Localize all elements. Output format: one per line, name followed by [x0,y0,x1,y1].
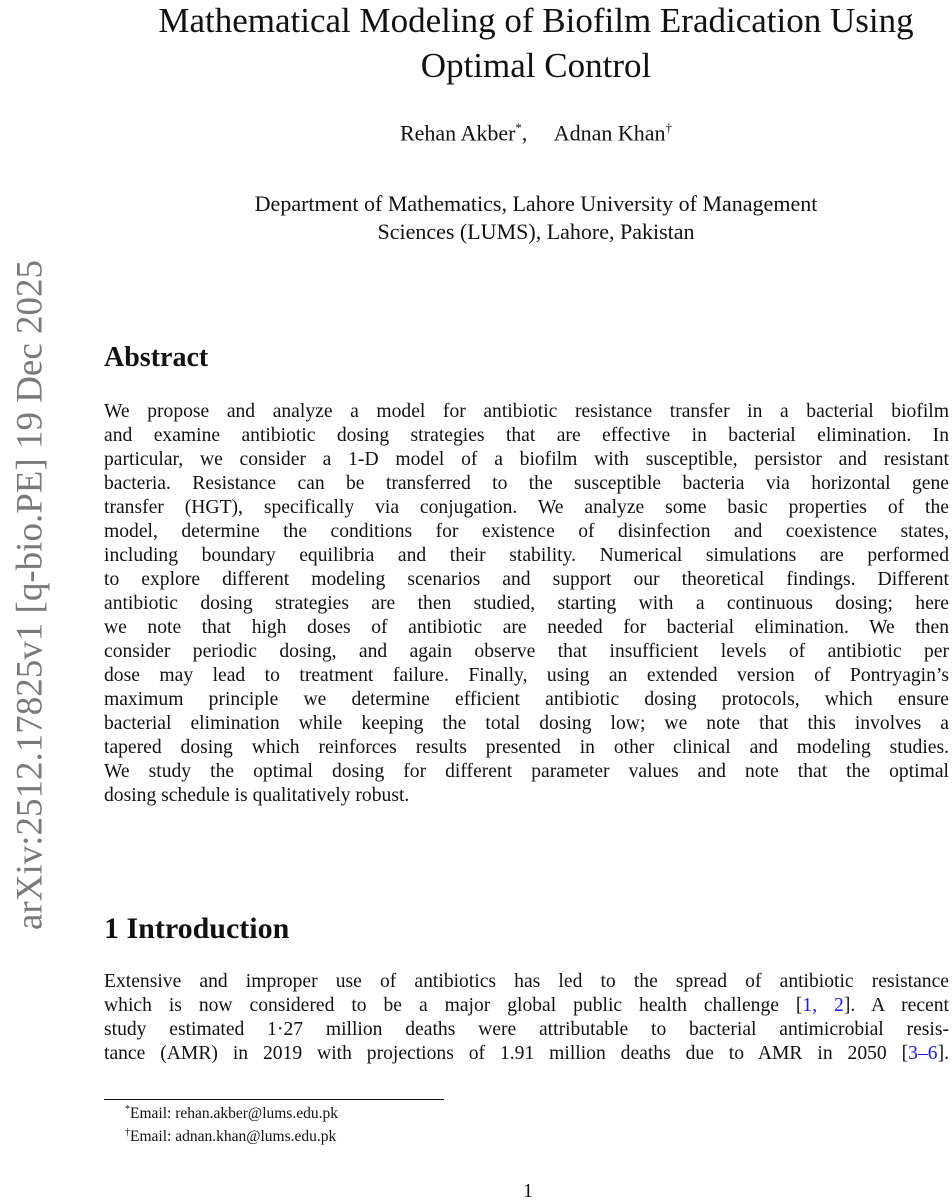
abstract-line: We study the optimal dosing for different parameter values and note that the optimal [104,761,949,782]
abstract-line: particular, we consider a 1-D model of a biofilm with susceptible, persistor and resistant [104,449,949,470]
footnote-rule [104,1099,444,1100]
abstract-body [104,400,949,808]
abstract-line: to explore different modeling scenarios and support our theoretical findings. Different [104,569,949,590]
text-line [104,1042,949,1066]
author-name: Adnan Khan [553,120,666,146]
text-line: study estimated 1·27 million deaths were attributable to bacterial antimicrobial resis- [104,1019,949,1040]
footnote-text: Email: adnan.khan@lums.edu.pk [130,1128,337,1146]
affiliation-line: Department of Mathematics, Lahore University of Management [254,191,818,216]
abstract-line: transfer (HGT), specifically via conjugation. We analyze some basic properties of the [104,497,949,518]
abstract-line: model, determine the conditions for existence of disinfection and coexistence states, [104,521,949,542]
arxiv-stamp: arXiv:2512.17825v1 [q-bio.PE] 19 Dec 2025 [9,259,51,931]
abstract-line: dosing schedule is qualitatively robust. [104,785,410,806]
affiliation-line: Sciences (LUMS), Lahore, Pakistan [377,219,695,244]
abstract-line: tapered dosing which reinforces results presented in other clinical and modeling studies. [104,737,949,758]
abstract-line: maximum principle we determine efficient antibiotic dosing protocols, which ensure [104,689,949,710]
abstract-line: including boundary equilibria and their stability. Numerical simulations are performed [104,545,949,566]
affiliation [60,190,952,246]
text: ]. A recent [843,995,949,1016]
footnote [125,1127,336,1146]
abstract-line: We propose and analyze a model for antibiotic resistance transfer in a bacterial biofilm [104,401,949,422]
paper-title-line-1: Mathematical Modeling of Biofilm Eradication Using [158,1,914,40]
abstract-line: bacterial elimination while keeping the total dosing low; we note that this involves a [104,713,949,734]
author-mark: * [515,120,522,135]
citation-link[interactable]: 3–6 [908,1043,938,1064]
footnote [125,1104,338,1123]
abstract-line: and examine antibiotic dosing strategies that are effective in bacterial elimination. In [104,425,949,446]
abstract-line: bacteria. Resistance can be transferred to the susceptible bacteria via horizontal gene [104,473,949,494]
text-line [104,994,949,1018]
abstract-line: dose may lead to treatment failure. Finally, using an extended version of Pontryagin’s [104,665,949,686]
text: tance (AMR) in 2019 with projections of 1.91 million deaths due to AMR in 2050 [ [104,1043,909,1064]
page-number: 1 [523,1180,533,1200]
footnote-text: Email: rehan.akber@lums.edu.pk [130,1105,338,1123]
authors: Rehan Akber*, Adnan Khan† [399,120,673,146]
author-name: Rehan Akber [399,120,516,146]
abstract-line: we note that high doses of antibiotic are needed for bacterial elimination. We then [104,617,949,638]
text: ]. [937,1043,949,1064]
footnote-mark: † [125,1127,130,1138]
abstract-heading: Abstract [104,342,209,373]
paper-title-line-2: Optimal Control [420,46,652,85]
citation-link[interactable]: 1, 2 [802,995,844,1016]
introduction-heading: 1 Introduction [104,912,290,945]
text: which is now considered to be a major global public health challenge [ [104,995,803,1016]
introduction-body [104,970,949,1066]
footnote-mark: * [125,1104,130,1115]
text-line: Extensive and improper use of antibiotics has led to the spread of antibiotic resistance [104,971,949,992]
author-mark: † [665,120,673,135]
abstract-line: antibiotic dosing strategies are then studied, starting with a continuous dosing; here [104,593,949,614]
abstract-line: consider periodic dosing, and again observe that insufficient levels of antibiotic per [104,641,949,662]
